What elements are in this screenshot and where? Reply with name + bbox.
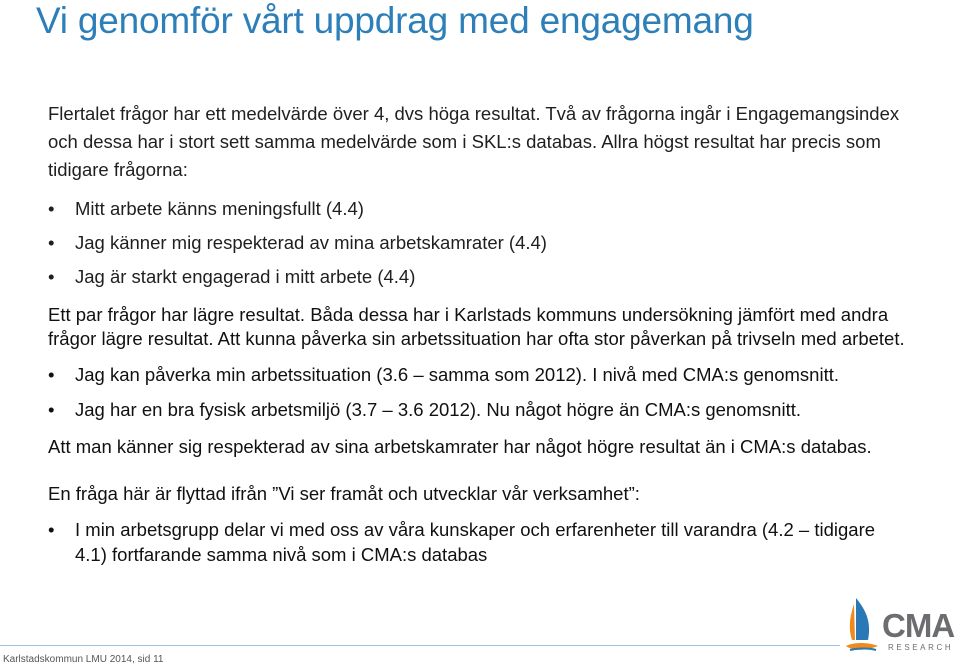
footer-text: Karlstadskommun LMU 2014, sid 11	[3, 654, 164, 665]
list-item	[48, 197, 908, 221]
bullet-icon: •	[48, 198, 55, 219]
bullet-icon: •	[48, 364, 55, 385]
list-item	[48, 231, 908, 255]
footer-divider	[0, 645, 840, 646]
slide-title: Vi genomför vårt uppdrag med engagemang	[36, 0, 754, 41]
intro-paragraph: Flertalet frågor har ett medelvärde över 4, dvs höga resultat. Två av frågorna ingår i Engagemangsindex och dessa har i stort sett samma medelvärde som i SKL:s databas. Allra högst resultat har precis som tidigare frågorna:	[48, 103, 900, 180]
cma-research-logo	[842, 590, 958, 658]
list-item-text: Jag har en bra fysisk arbetsmiljö (3.7 – 3.6 2012). Nu något högre än CMA:s genomsnitt.	[75, 399, 801, 420]
list-item	[48, 363, 908, 387]
bullet-icon: •	[48, 399, 55, 420]
logo-subtext: RESEARCH	[888, 643, 954, 652]
moved-question-paragraph: En fråga här är flyttad ifrån ”Vi ser framåt och utvecklar vår verksamhet”:	[48, 483, 640, 504]
list-item	[48, 517, 908, 567]
list-item-text: Jag känner mig respekterad av mina arbetskamrater (4.4)	[75, 232, 547, 253]
list-item-text: I min arbetsgrupp delar vi med oss av våra kunskaper och erfarenheter till varandra (4.2 – tidigare 4.1) fortfarande samma nivå som i CMA:s databas	[75, 519, 876, 565]
bullet-icon: •	[48, 266, 55, 287]
top-bullet-list	[48, 197, 908, 289]
list-item-text: Jag kan påverka min arbetssituation (3.6 – samma som 2012). I nivå med CMA:s genomsnitt.	[75, 364, 839, 385]
list-item-text: Jag är starkt engagerad i mitt arbete (4.4)	[75, 266, 416, 287]
sail-icon	[842, 590, 882, 656]
list-item	[48, 398, 908, 422]
list-item-text: Mitt arbete känns meningsfullt (4.4)	[75, 198, 364, 219]
slide-body	[48, 100, 908, 567]
logo-wordmark: CMA	[882, 607, 955, 644]
lower-bullet-list	[48, 363, 908, 422]
final-bullet-list	[48, 517, 908, 567]
bullet-icon: •	[48, 519, 55, 540]
bullet-icon: •	[48, 232, 55, 253]
list-item	[48, 265, 908, 289]
lower-results-paragraph: Ett par frågor har lägre resultat. Båda dessa har i Karlstads kommuns undersökning jämfört med andra frågor lägre resultat. Att kunna påverka sin arbetssituation har ofta stor påverkan på trivseln med arbetet.	[48, 304, 905, 349]
respect-paragraph: Att man känner sig respekterad av sina arbetskamrater har något högre resultat än i CMA:s databas.	[48, 436, 872, 457]
